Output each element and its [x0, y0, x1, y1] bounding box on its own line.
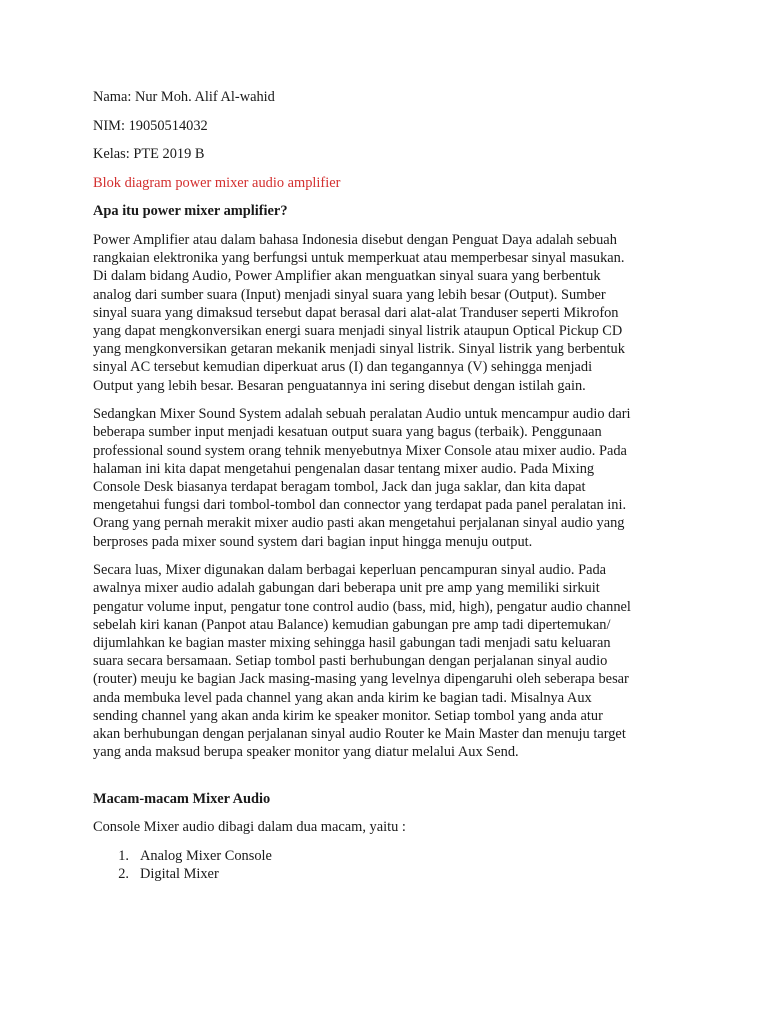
paragraph-line: Power Amplifier atau dalam bahasa Indonesia disebut dengan Penguat Daya adalah sebuah — [93, 231, 617, 248]
list-item-text: Analog Mixer Console — [140, 848, 272, 865]
paragraph-line: berproses pada mixer sound system dari bagian input hingga menuju output. — [93, 533, 533, 550]
paragraph-line: Secara luas, Mixer digunakan dalam berbagai keperluan pencampuran sinyal audio. Pada — [93, 562, 607, 579]
paragraph — [93, 405, 683, 551]
paragraph-line: akan berhubungan dengan perjalanan sinyal audio Router ke Main Master dan menuju target — [93, 726, 626, 743]
section-heading-power-mixer: Apa itu power mixer amplifier? — [93, 203, 288, 220]
section-heading-mixer-types: Macam-macam Mixer Audio — [93, 790, 271, 807]
paragraph-line: Sedangkan Mixer Sound System adalah sebuah peralatan Audio untuk mencampur audio dari — [93, 406, 631, 423]
student-name: Nama: Nur Moh. Alif Al-wahid — [93, 89, 275, 105]
paragraph-line: anda membuka level pada channel yang akan anda kirim ke bagian tadi. Misalnya Aux — [93, 689, 592, 706]
blank-line — [93, 772, 683, 790]
paragraph — [93, 561, 683, 761]
list-item — [93, 847, 683, 865]
paragraph-line: analog dari sumber suara (Input) menjadi sinyal suara yang lebih besar (Output). Sumber — [93, 286, 606, 303]
list-item-number: 1. — [118, 848, 129, 865]
paragraph-line: (router) meuju ke bagian Jack masing-masing yang levelnya dipengaruhi oleh seberapa besar — [93, 671, 629, 688]
student-nim: NIM: 19050514032 — [93, 117, 208, 134]
paragraph-line: Output yang lebih besar. Besaran penguatannya ini sering disebut dengan istilah gain. — [93, 377, 586, 394]
mixer-type-list — [93, 847, 683, 883]
paragraph — [93, 231, 683, 395]
paragraph-line: sending channel yang akan anda kirim ke speaker monitor. Setiap tombol yang anda atur — [93, 707, 603, 724]
document-page — [93, 88, 683, 883]
paragraph-line: Di dalam bidang Audio, Power Amplifier akan menguatkan sinyal suara yang berbentuk — [93, 268, 601, 285]
paragraph-line: professional sound system orang tehnik menyebutnya Mixer Console atau mixer audio. Pada — [93, 442, 627, 459]
paragraph-line: awalnya mixer audio adalah gabungan dari beberapa unit pre amp yang memiliki sirkuit — [93, 580, 600, 597]
paragraph-line: Console Desk biasanya terdapat beragam tombol, Jack dan juga saklar, dan kita dapat — [93, 479, 586, 495]
paragraph-line: sebelah kiri kanan (Panpot atau Balance) kemudian gabungan pre amp tadi dipertemukan/ — [93, 616, 611, 633]
paragraph-line: sinyal suara yang dimaksud tersebut dapat berasal dari alat-alat Tranduser seperti Mikrofon — [93, 304, 619, 321]
paragraph-line: mengetahui fungsi dari tombol-tombol dan connector yang terdapat pada panel peralatan ini. — [93, 497, 627, 514]
paragraph-line: dijumlahkan ke bagian master mixing sehingga hasil gabungan tadi menjadi satu keluaran — [93, 635, 611, 652]
list-item-text: Digital Mixer — [140, 866, 219, 883]
list-item-number: 2. — [118, 866, 129, 883]
paragraph-line: yang anda maksud berupa speaker monitor yang diatur melalui Aux Send. — [93, 744, 519, 761]
student-class: Kelas: PTE 2019 B — [93, 146, 205, 163]
paragraph-line: beberapa sumber input menjadi kesatuan output suara yang bagus (terbaik). Penggunaan — [93, 424, 602, 441]
list-intro: Console Mixer audio dibagi dalam dua macam, yaitu : — [93, 819, 406, 836]
paragraph-line: pengatur volume input, pengatur tone control audio (bass, mid, high), pengatur audio channel — [93, 598, 631, 615]
list-item — [93, 865, 683, 883]
paragraph-line: halaman ini kita dapat mengetahui pengenalan dasar tentang mixer audio. Pada Mixing — [93, 460, 595, 477]
paragraph-line: suara secara bersamaan. Setiap tombol pasti berhubungan dengan perjalanan sinyal audio — [93, 653, 608, 670]
paragraph-line: sinyal AC tersebut kemudian diperkuat arus (I) dan tegangannya (V) sehingga menjadi — [93, 359, 593, 376]
paragraph-line: yang dapat mengkonversikan energi suara menjadi sinyal listrik ataupun Optical Pickup CD — [93, 322, 623, 339]
paragraph-line: rangkaian elektronika yang berfungsi untuk memperkuat atau memperbesar sinyal masukan. — [93, 250, 625, 267]
document-title: Blok diagram power mixer audio amplifier — [93, 174, 341, 191]
paragraph-line: Orang yang pernah merakit mixer audio pasti akan mengetahui perjalanan sinyal audio yang — [93, 515, 625, 532]
paragraph-line: yang mengkonversikan getaran mekanik menjadi sinyal listrik. Sinyal listrik yang berbentuk — [93, 341, 625, 358]
